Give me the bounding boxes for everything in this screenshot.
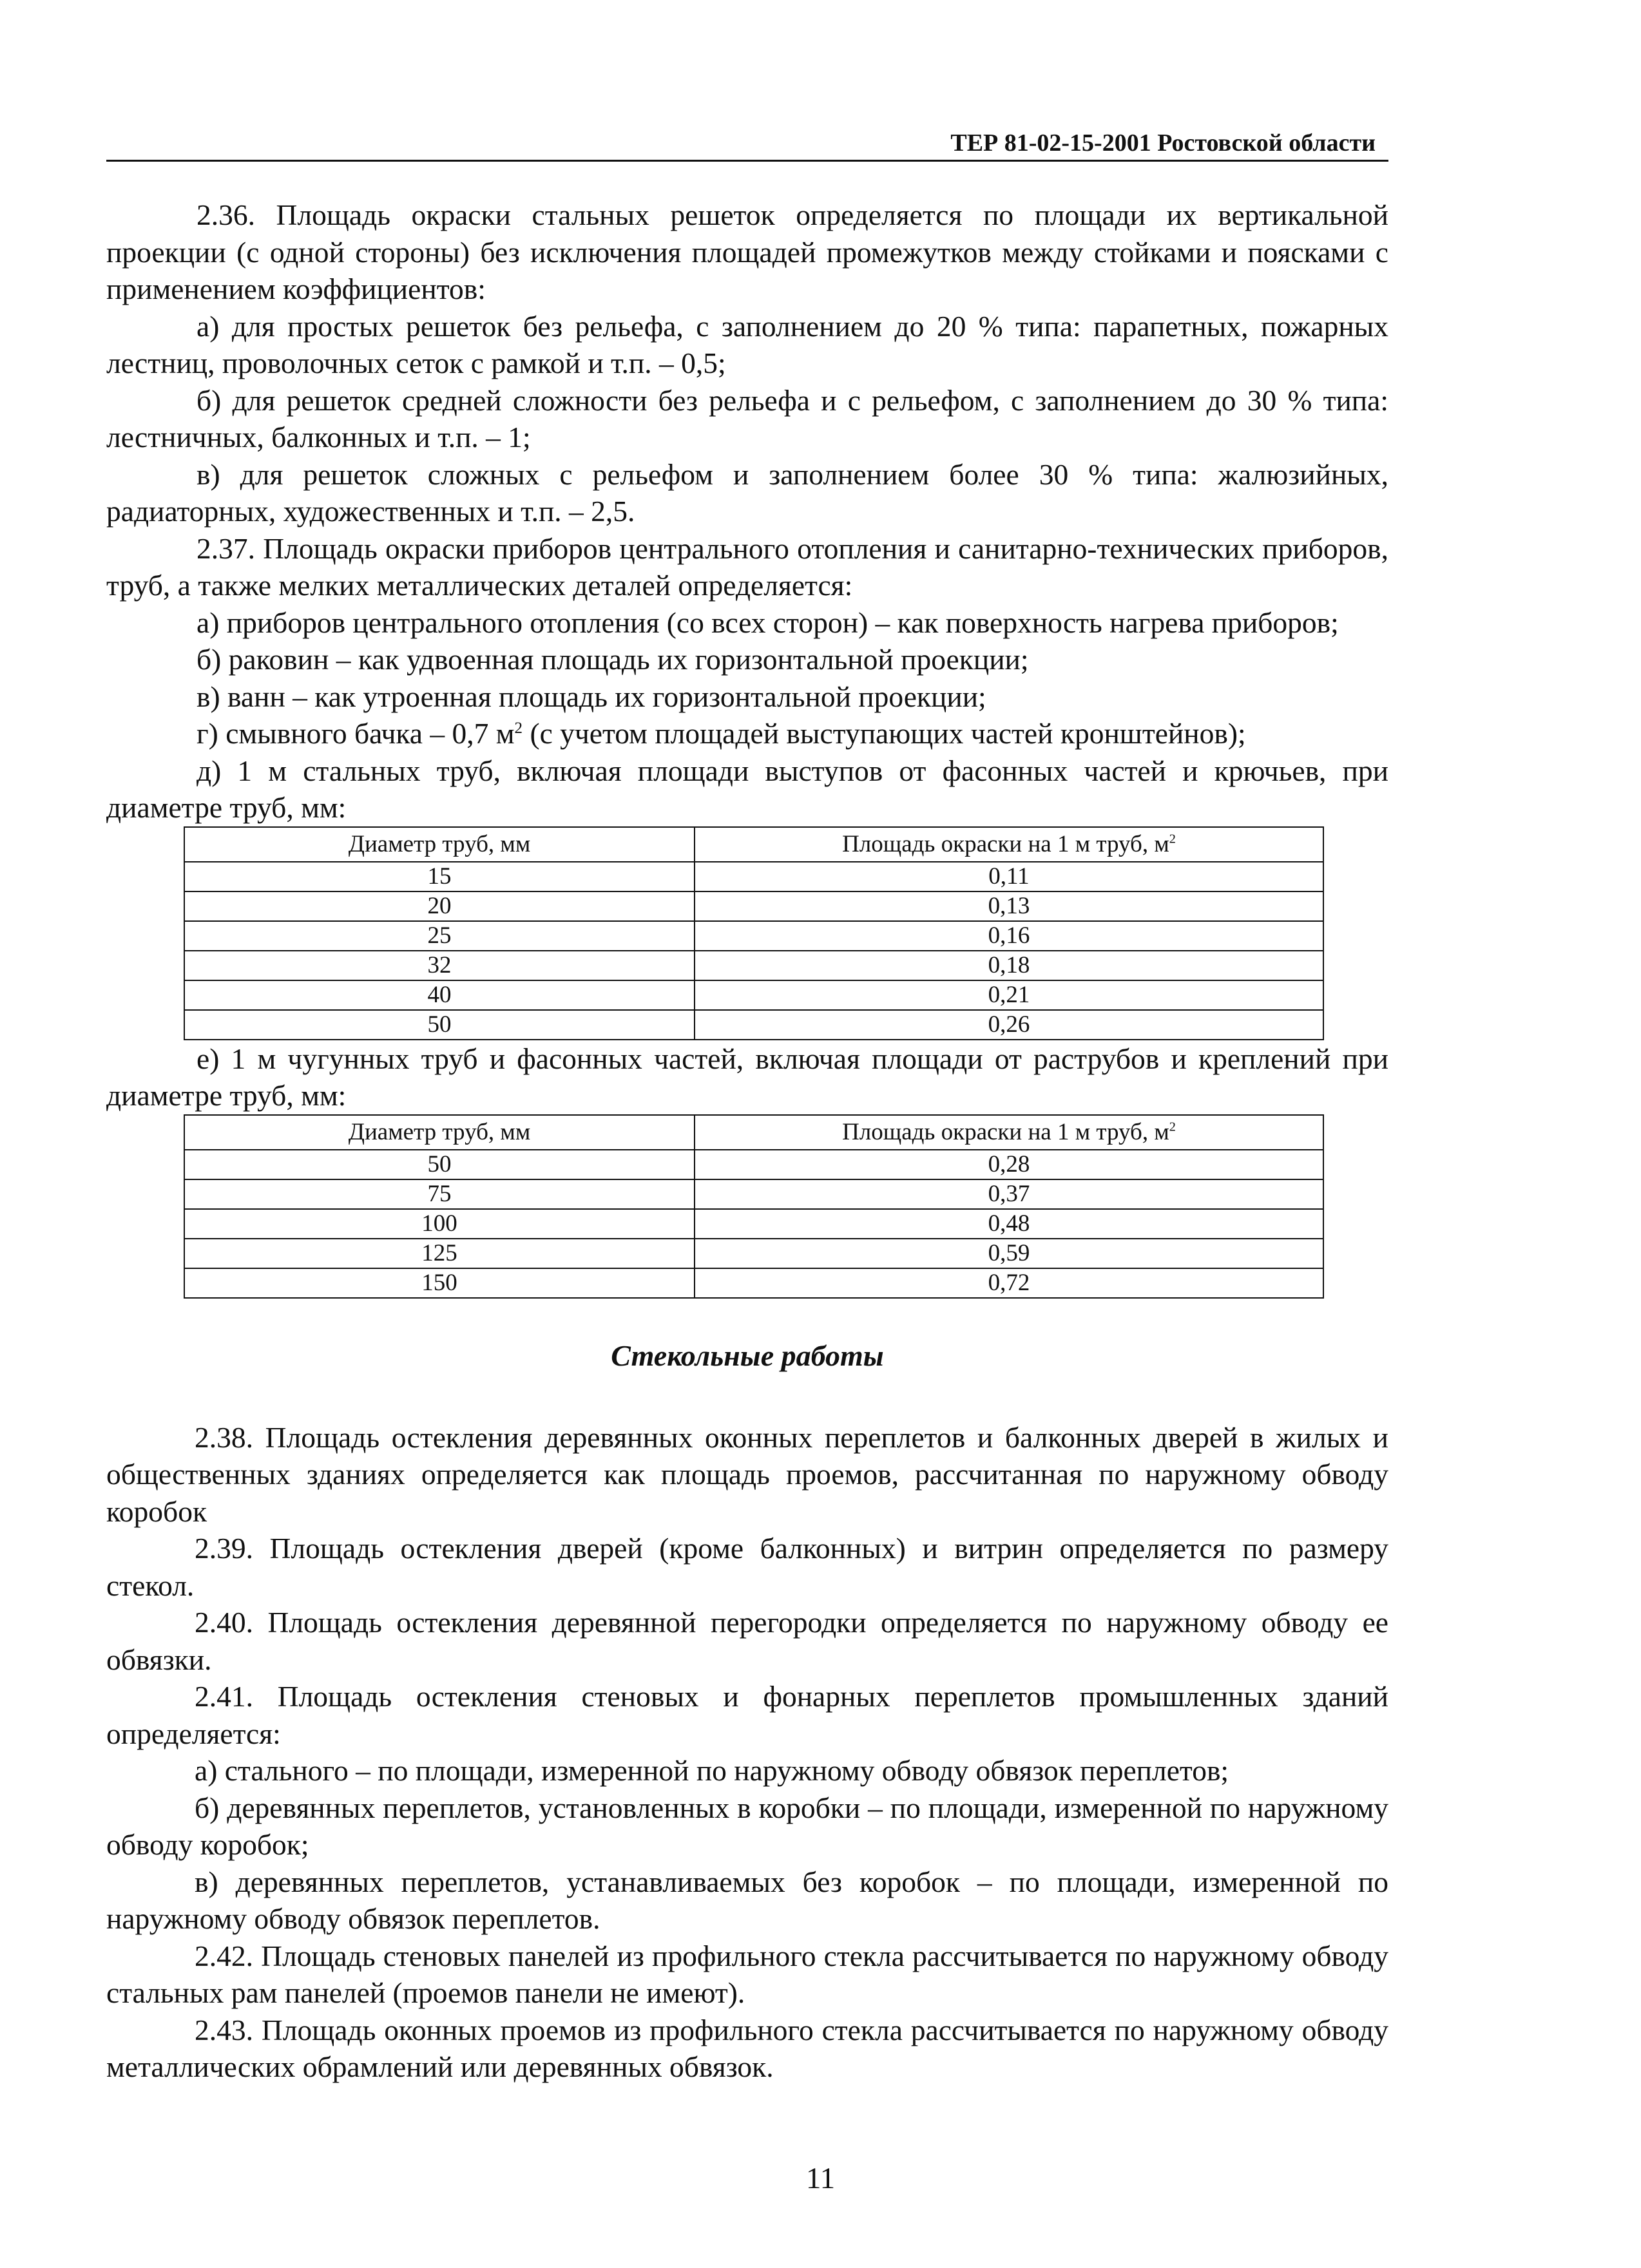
table-row	[184, 1268, 1323, 1298]
paragraph-2-37-d: д) 1 м стальных труб, включая площади выступов от фасонных частей и крючьев, при диаметре труб, мм:	[106, 754, 1388, 824]
item-g-text: г) смывного бачка – 0,7 м	[197, 717, 515, 750]
table-row	[184, 1010, 1323, 1040]
table-row	[184, 1239, 1323, 1268]
column-header-area-text: Площадь окраски на 1 м труб, м	[842, 830, 1169, 857]
table-row	[184, 951, 1323, 980]
paragraph-2-42: 2.42. Площадь стеновых панелей из профильного стекла рассчитывается по наружному обводу стальных рам панелей (проемов панели не имеют).	[106, 1939, 1388, 2009]
diameter-cell: 20	[184, 891, 695, 921]
area-cell: 0,21	[695, 980, 1323, 1010]
document-code: ТЕР 81-02-15-2001 Ростовской области	[950, 129, 1376, 157]
paragraph-2-41: 2.41. Площадь остекления стеновых и фонарных переплетов промышленных зданий определяется:	[106, 1680, 1388, 1750]
table-row	[184, 1179, 1323, 1209]
area-cell: 0,72	[695, 1268, 1323, 1298]
diameter-cell: 125	[184, 1239, 695, 1268]
paragraph-2-41-v: в) деревянных переплетов, устанавливаемых без коробок – по площади, измеренной по наружному обводу обвязок переплетов.	[106, 1865, 1388, 1935]
paragraph-2-36: 2.36. Площадь окраски стальных решеток определяется по площади их вертикальной проекции (с одной стороны) без исключения площадей промежутков между стойками и поясками с применением коэффициентов:	[106, 198, 1388, 305]
section-title: Стекольные работы	[611, 1339, 884, 1372]
paragraph-2-36-v: в) для решеток сложных с рельефом и заполнением более 30 % типа: жалюзийных, радиаторных, художественных и т.п. – 2,5.	[106, 457, 1388, 528]
paragraph-2-37-g	[106, 715, 1388, 752]
column-header-diameter: Диаметр труб, мм	[184, 1115, 695, 1150]
column-header-area-sup: 2	[1169, 1120, 1176, 1134]
table-row	[184, 1150, 1323, 1179]
diameter-cell: 25	[184, 921, 695, 951]
table-row	[184, 891, 1323, 921]
paragraph-2-43: 2.43. Площадь оконных проемов из профильного стекла рассчитывается по наружному обводу металлических обрамлений или деревянных обвязок.	[106, 2013, 1388, 2083]
paragraph-2-37-b: б) раковин – как удвоенная площадь их горизонтальной проекции;	[197, 643, 1029, 676]
paragraph-2-37-e: е) 1 м чугунных труб и фасонных частей, включая площади от раструбов и креплений при диаметре труб, мм:	[106, 1042, 1388, 1112]
area-cell: 0,37	[695, 1179, 1323, 1209]
diameter-cell: 32	[184, 951, 695, 980]
area-cell: 0,48	[695, 1209, 1323, 1239]
column-header-area	[695, 1115, 1323, 1150]
table-row	[184, 980, 1323, 1010]
table-header-row	[184, 1115, 1323, 1150]
diameter-cell: 100	[184, 1209, 695, 1239]
diameter-cell: 50	[184, 1010, 695, 1040]
item-g-rest: (с учетом площадей выступающих частей кронштейнов);	[523, 717, 1246, 750]
area-cell: 0,18	[695, 951, 1323, 980]
page-header	[106, 122, 1388, 162]
diameter-cell: 40	[184, 980, 695, 1010]
table-row	[184, 921, 1323, 951]
paragraph-2-37-a: а) приборов центрального отопления (со всех сторон) – как поверхность нагрева приборов;	[197, 605, 1339, 639]
area-cell: 0,16	[695, 921, 1323, 951]
table-row	[184, 862, 1323, 891]
page-body	[106, 196, 1388, 2086]
area-cell: 0,28	[695, 1150, 1323, 1179]
paragraph-2-37: 2.37. Площадь окраски приборов центрального отопления и санитарно-технических приборов, труб, а также мелких металлических деталей определяется:	[106, 531, 1388, 602]
paragraph-2-36-a: а) для простых решеток без рельефа, с заполнением до 20 % типа: парапетных, пожарных лестниц, проволочных сеток с рамкой и т.п. – 0,5;	[106, 309, 1388, 379]
table-header-row	[184, 827, 1323, 862]
column-header-area-sup: 2	[1169, 832, 1176, 846]
column-header-area-text: Площадь окраски на 1 м труб, м	[842, 1118, 1169, 1145]
paragraph-2-39: 2.39. Площадь остекления дверей (кроме балконных) и витрин определяется по размеру стекол.	[106, 1532, 1388, 1602]
diameter-cell: 50	[184, 1150, 695, 1179]
column-header-diameter: Диаметр труб, мм	[184, 827, 695, 862]
area-cell: 0,59	[695, 1239, 1323, 1268]
item-g-sup: 2	[514, 719, 523, 737]
table-row	[184, 1209, 1323, 1239]
paragraph-2-41-b: б) деревянных переплетов, установленных в коробки – по площади, измеренной по наружному обводу коробок;	[106, 1791, 1388, 1861]
steel-pipes-table	[184, 826, 1324, 1040]
area-cell: 0,26	[695, 1010, 1323, 1040]
area-cell: 0,11	[695, 862, 1323, 891]
paragraph-2-40: 2.40. Площадь остекления деревянной перегородки определяется по наружному обводу ее обвязки.	[106, 1606, 1388, 1676]
paragraph-2-36-b: б) для решеток средней сложности без рельефа и с рельефом, с заполнением до 30 % типа: лестничных, балконных и т.п. – 1;	[106, 383, 1388, 453]
diameter-cell: 150	[184, 1268, 695, 1298]
column-header-area	[695, 827, 1323, 862]
diameter-cell: 15	[184, 862, 695, 891]
paragraph-2-37-v: в) ванн – как утроенная площадь их горизонтальной проекции;	[197, 680, 986, 713]
diameter-cell: 75	[184, 1179, 695, 1209]
area-cell: 0,13	[695, 891, 1323, 921]
paragraph-2-41-a: а) стального – по площади, измеренной по наружному обводу обвязок переплетов;	[195, 1754, 1229, 1787]
page-number: 11	[805, 2162, 836, 2195]
paragraph-2-38: 2.38. Площадь остекления деревянных оконных переплетов и балконных дверей в жилых и общественных зданиях определяется как площадь проемов, рассчитанная по наружному обводу коробок	[106, 1420, 1388, 1528]
cast-iron-pipes-table	[184, 1114, 1324, 1299]
